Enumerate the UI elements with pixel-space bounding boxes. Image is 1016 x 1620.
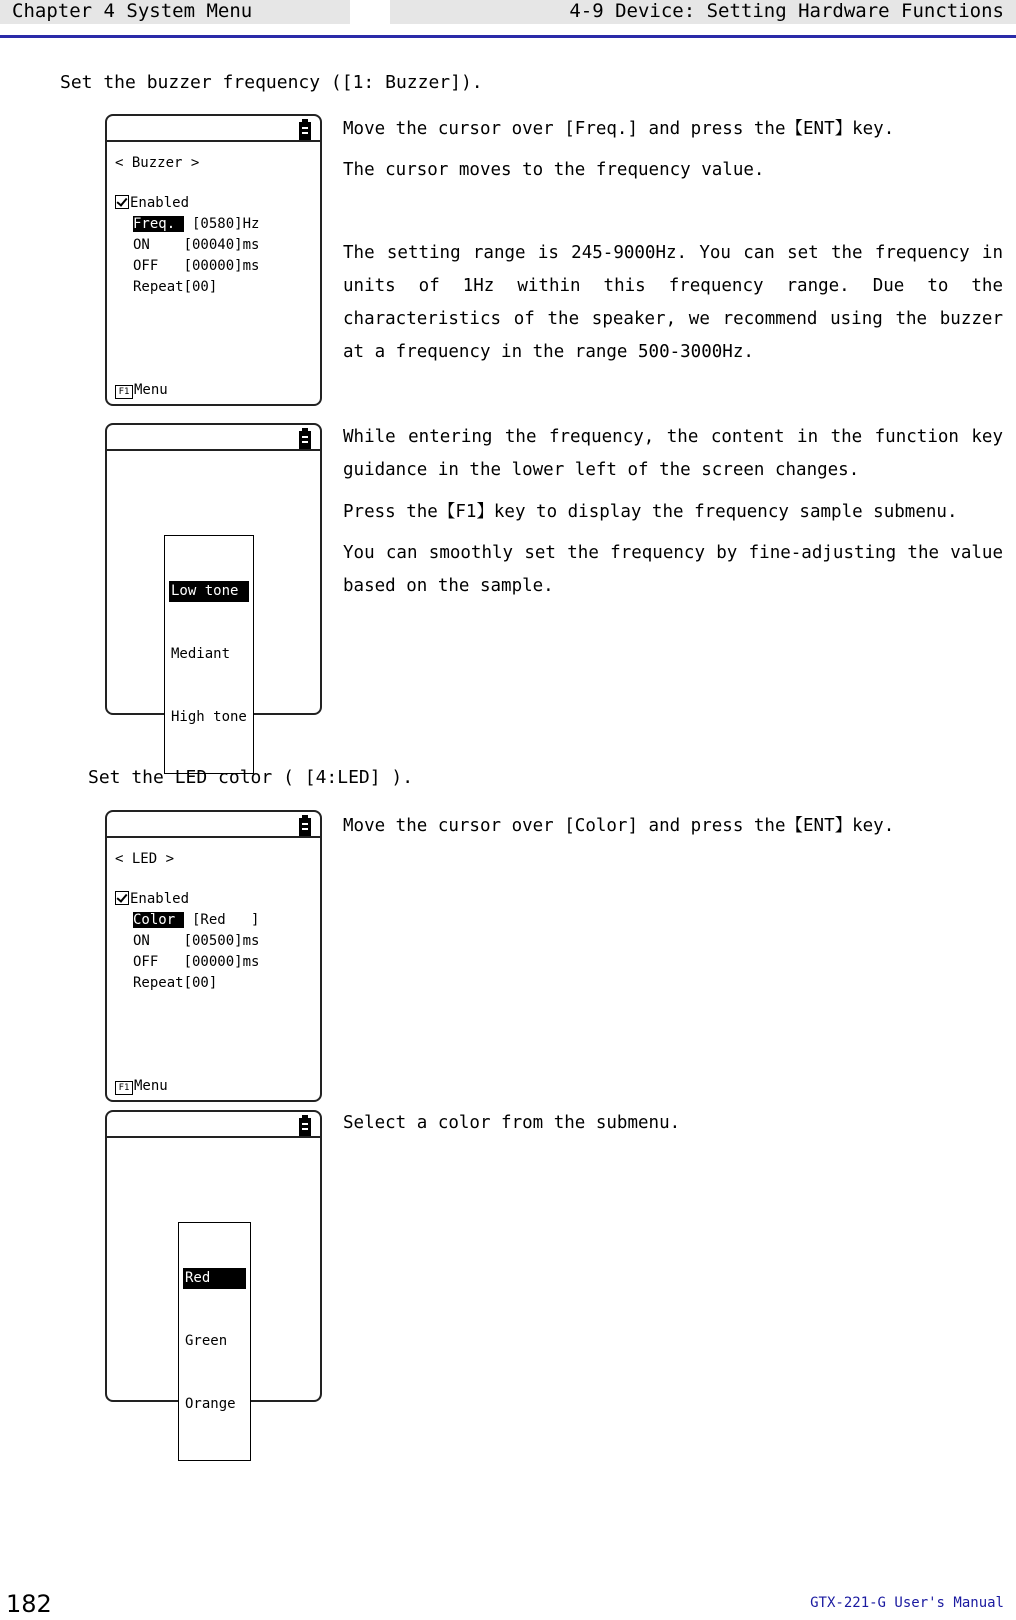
submenu-item-red: Red xyxy=(183,1268,246,1289)
f1-key-icon: F1 xyxy=(115,385,133,399)
checkbox-checked-icon xyxy=(115,891,129,905)
checkbox-checked-icon xyxy=(115,195,129,209)
screen-title: < Buzzer > xyxy=(115,155,200,171)
led-step-1: Move the cursor over [Color] and press the【ENT】key. xyxy=(343,816,895,836)
led-section-title: Set the LED color ( [4:LED] ). xyxy=(88,767,414,788)
menu-label: Menu xyxy=(134,382,168,398)
page-number: 182 xyxy=(6,1590,52,1618)
buzzer-guidance-note: While entering the frequency, the content in the function key guidance in the lower left of the screen changes. xyxy=(343,427,1003,480)
manual-title: GTX-221-G User's Manual xyxy=(810,1595,1004,1611)
submenu-item-low-tone: Low tone xyxy=(169,581,249,602)
enabled-label: Enabled xyxy=(130,891,190,907)
repeat-row: Repeat[00] xyxy=(133,975,218,991)
led-step-2: Select a color from the submenu. xyxy=(343,1113,681,1133)
chapter-title: Chapter 4 System Menu xyxy=(12,0,253,22)
page-header xyxy=(0,0,1016,38)
led-submenu-screen xyxy=(105,1110,322,1412)
buzzer-sample-note: You can smoothly set the frequency by fine-adjusting the value based on the sample. xyxy=(343,543,1003,596)
buzzer-submenu-screen xyxy=(105,423,322,725)
buzzer-f1-note: Press the【F1】key to display the frequency sample submenu. xyxy=(343,502,958,522)
f1-key-icon: F1 xyxy=(115,1081,133,1095)
submenu-item-green: Green xyxy=(185,1333,228,1349)
enabled-label: Enabled xyxy=(130,195,190,211)
battery-icon xyxy=(299,815,311,836)
function-key-guide xyxy=(115,1076,168,1096)
section-title-header: 4-9 Device: Setting Hardware Functions xyxy=(569,0,1004,22)
battery-icon xyxy=(299,119,311,140)
color-submenu xyxy=(178,1222,251,1461)
led-settings-screen xyxy=(105,810,322,1102)
battery-icon xyxy=(299,428,311,449)
off-row: OFF [00000]ms xyxy=(133,954,260,970)
submenu-item-mediant: Mediant xyxy=(171,646,231,662)
status-bar xyxy=(107,812,320,838)
screen-title: < LED > xyxy=(115,851,175,867)
color-row xyxy=(133,910,259,930)
on-row: ON [00500]ms xyxy=(133,933,260,949)
buzzer-range-note: The setting range is 245-9000Hz. You can set the frequency in units of 1Hz within this frequency range. Due to the characteristics of the speaker, we recommend using the buzzer at a frequency in the range 500-3000Hz. xyxy=(343,243,1003,362)
buzzer-step-2: The cursor moves to the frequency value. xyxy=(343,160,765,180)
function-key-guide xyxy=(115,380,168,400)
freq-label-highlighted: Freq. xyxy=(133,216,184,232)
header-rule xyxy=(0,35,1016,38)
submenu-item-orange: Orange xyxy=(185,1396,236,1412)
frequency-sample-submenu xyxy=(164,535,254,774)
enabled-row xyxy=(115,193,189,213)
menu-label: Menu xyxy=(134,1078,168,1094)
color-value: [Red ] xyxy=(183,912,260,928)
repeat-row: Repeat[00] xyxy=(133,279,218,295)
buzzer-section-title: Set the buzzer frequency ([1: Buzzer]). xyxy=(60,72,483,93)
status-bar xyxy=(107,1112,320,1138)
off-row: OFF [00000]ms xyxy=(133,258,260,274)
freq-row xyxy=(133,214,259,234)
enabled-row xyxy=(115,889,189,909)
battery-icon xyxy=(299,1115,311,1136)
color-label-highlighted: Color xyxy=(133,912,184,928)
freq-value: [0580]Hz xyxy=(183,216,260,232)
buzzer-settings-screen xyxy=(105,114,322,406)
submenu-item-high-tone: High tone xyxy=(171,709,247,725)
status-bar xyxy=(107,116,320,142)
buzzer-step-1: Move the cursor over [Freq.] and press the【ENT】key. xyxy=(343,119,895,139)
status-bar xyxy=(107,425,320,451)
on-row: ON [00040]ms xyxy=(133,237,260,253)
